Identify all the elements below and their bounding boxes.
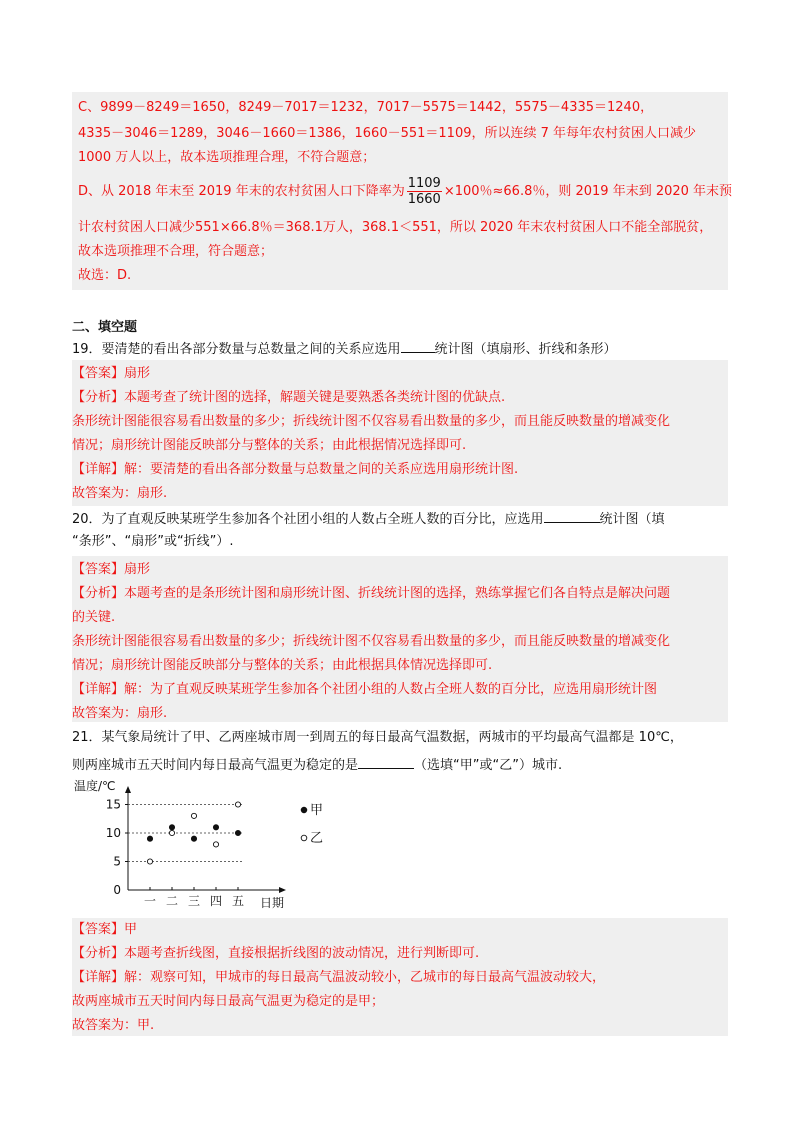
q20-answer: 【答案】扇形 bbox=[72, 562, 151, 577]
q19-analysis-2: 条形统计图能很容易看出数量的多少；折线统计图不仅容易看出数量的多少，而且能反映数量的增减变化 bbox=[72, 414, 671, 429]
option-c-line2: 4335－3046＝1289，3046－1660＝1386，1660－551＝1109，所以连续 7 年每年农村贫困人口减少 bbox=[78, 126, 697, 141]
q19-analysis-3: 情况；扇形统计图能反映部分与整体的关系；由此根据情况选择即可. bbox=[72, 438, 467, 453]
q21-solution-block bbox=[72, 918, 728, 1036]
option-d-line1: D、从 2018 年末至 2019 年末的农村贫困人口下降率为 $\frac{1109}{1660}$ ×100％≈66.8％，则 2019 年末到 2020 年末预 bbox=[78, 176, 733, 207]
q20-analysis-4: 情况；扇形统计图能反映部分与整体的关系；由此根据具体情况选择即可. bbox=[72, 658, 493, 673]
q20-analysis-3: 条形统计图能很容易看出数量的多少；折线统计图不仅容易看出数量的多少，而且能反映数量的增减变化 bbox=[72, 634, 671, 649]
data-point-yi bbox=[213, 842, 218, 847]
y-axis-arrow bbox=[125, 786, 131, 793]
option-c-line1: C、9899－8249＝1650，8249－7017＝1232，7017－5575＝1442，5575－4335＝1240， bbox=[78, 100, 654, 115]
answer-blank bbox=[401, 338, 435, 353]
data-point-yi bbox=[191, 813, 196, 818]
legend-label: 甲 bbox=[310, 803, 324, 818]
answer-blank bbox=[358, 754, 414, 769]
data-point-jia bbox=[147, 836, 152, 841]
q19-solution-block bbox=[72, 360, 728, 506]
q21-detail: 【详解】解：观察可知，甲城市的每日最高气温波动较小，乙城市的每日最高气温波动较大， bbox=[72, 970, 606, 985]
data-point-jia bbox=[191, 836, 196, 841]
fraction: $\frac{1109}{1660}$ bbox=[407, 176, 441, 207]
x-axis-arrow bbox=[279, 887, 286, 893]
y-tick-label: 15 bbox=[105, 797, 121, 812]
q19-detail: 【详解】解：要清楚的看出各部分数量与总数量之间的关系应选用扇形统计图. bbox=[72, 462, 519, 477]
temperature-chart bbox=[72, 776, 372, 916]
q20-stem-2: “条形”、“扇形”或“折线”）. bbox=[72, 534, 234, 549]
q19-analysis: 【分析】本题考查了统计图的选择，解题关键是要熟悉各类统计图的优缺点. bbox=[72, 390, 506, 405]
x-tick-label: 二 bbox=[165, 894, 179, 908]
q20-detail: 【详解】解：为了直观反映某班学生参加各个社团小组的人数占全班人数的百分比，应选用扇形统计图 bbox=[72, 682, 658, 697]
q20-solution-block bbox=[72, 556, 728, 722]
q21-answer: 【答案】甲 bbox=[72, 922, 138, 937]
q20-final: 故答案为：扇形. bbox=[72, 706, 168, 721]
q18-solution-block bbox=[72, 92, 733, 290]
q21-analysis: 【分析】本题考查折线图，直接根据折线图的波动情况，进行判断即可. bbox=[72, 946, 480, 961]
q19-stem: 19．要清楚的看出各部分数量与总数量之间的关系应选用 统计图（填扇形、折线和条形） bbox=[72, 338, 617, 360]
x-tick-label: 四 bbox=[209, 894, 223, 908]
y-axis-label: 温度/℃ bbox=[74, 779, 116, 793]
answer-blank bbox=[544, 508, 600, 523]
data-point-yi bbox=[169, 830, 174, 835]
choose-answer: 故选：D. bbox=[78, 268, 132, 283]
q21-stem-2: 则两座城市五天时间内每日最高气温更为稳定的是 （选填“甲”或“乙”）城市. bbox=[72, 754, 562, 776]
x-tick-label: 三 bbox=[187, 894, 201, 908]
legend-marker bbox=[301, 807, 307, 813]
q20-stem: 20．为了直观反映某班学生参加各个社团小组的人数占全班人数的百分比，应选用 统计图（填 bbox=[72, 508, 665, 530]
x-tick-label: 一 bbox=[143, 894, 157, 908]
q21-detail-2: 故两座城市五天时间内每日最高气温更为稳定的是甲； bbox=[72, 994, 385, 1009]
data-point-yi bbox=[147, 859, 152, 864]
data-point-jia bbox=[169, 825, 174, 830]
q21-final: 故答案为：甲. bbox=[72, 1018, 155, 1033]
q20-analysis-2: 的关键. bbox=[72, 610, 116, 625]
data-point-jia bbox=[235, 830, 240, 835]
q19-answer: 【答案】扇形 bbox=[72, 366, 151, 381]
option-d-line3: 故本选项推理不合理，符合题意； bbox=[78, 244, 274, 259]
x-axis-label: 日期 bbox=[260, 896, 285, 910]
section-title: 二、填空题 bbox=[72, 320, 138, 335]
legend-marker bbox=[301, 835, 307, 841]
y-tick-label: 5 bbox=[113, 854, 121, 869]
q19-final: 故答案为：扇形. bbox=[72, 486, 168, 501]
option-d-line2: 计农村贫困人口减少551×66.8％＝368.1万人，368.1＜551，所以 2020 年末农村贫困人口不能全部脱贫， bbox=[78, 220, 713, 235]
option-c-line3: 1000 万人以上，故本选项推理合理，不符合题意； bbox=[78, 150, 376, 165]
data-point-jia bbox=[213, 825, 218, 830]
data-point-yi bbox=[235, 802, 240, 807]
q21-stem: 21．某气象局统计了甲、乙两座城市周一到周五的每日最高气温数据，两城市的平均最高气温都是 10℃， bbox=[72, 730, 683, 745]
y-tick-label: 0 bbox=[113, 883, 121, 897]
x-tick-label: 五 bbox=[231, 894, 245, 908]
q20-analysis: 【分析】本题考查的是条形统计图和扇形统计图、折线统计图的选择，熟练掌握它们各自特点是解决问题 bbox=[72, 586, 671, 601]
y-tick-label: 10 bbox=[105, 826, 121, 840]
legend-label: 乙 bbox=[310, 831, 324, 846]
